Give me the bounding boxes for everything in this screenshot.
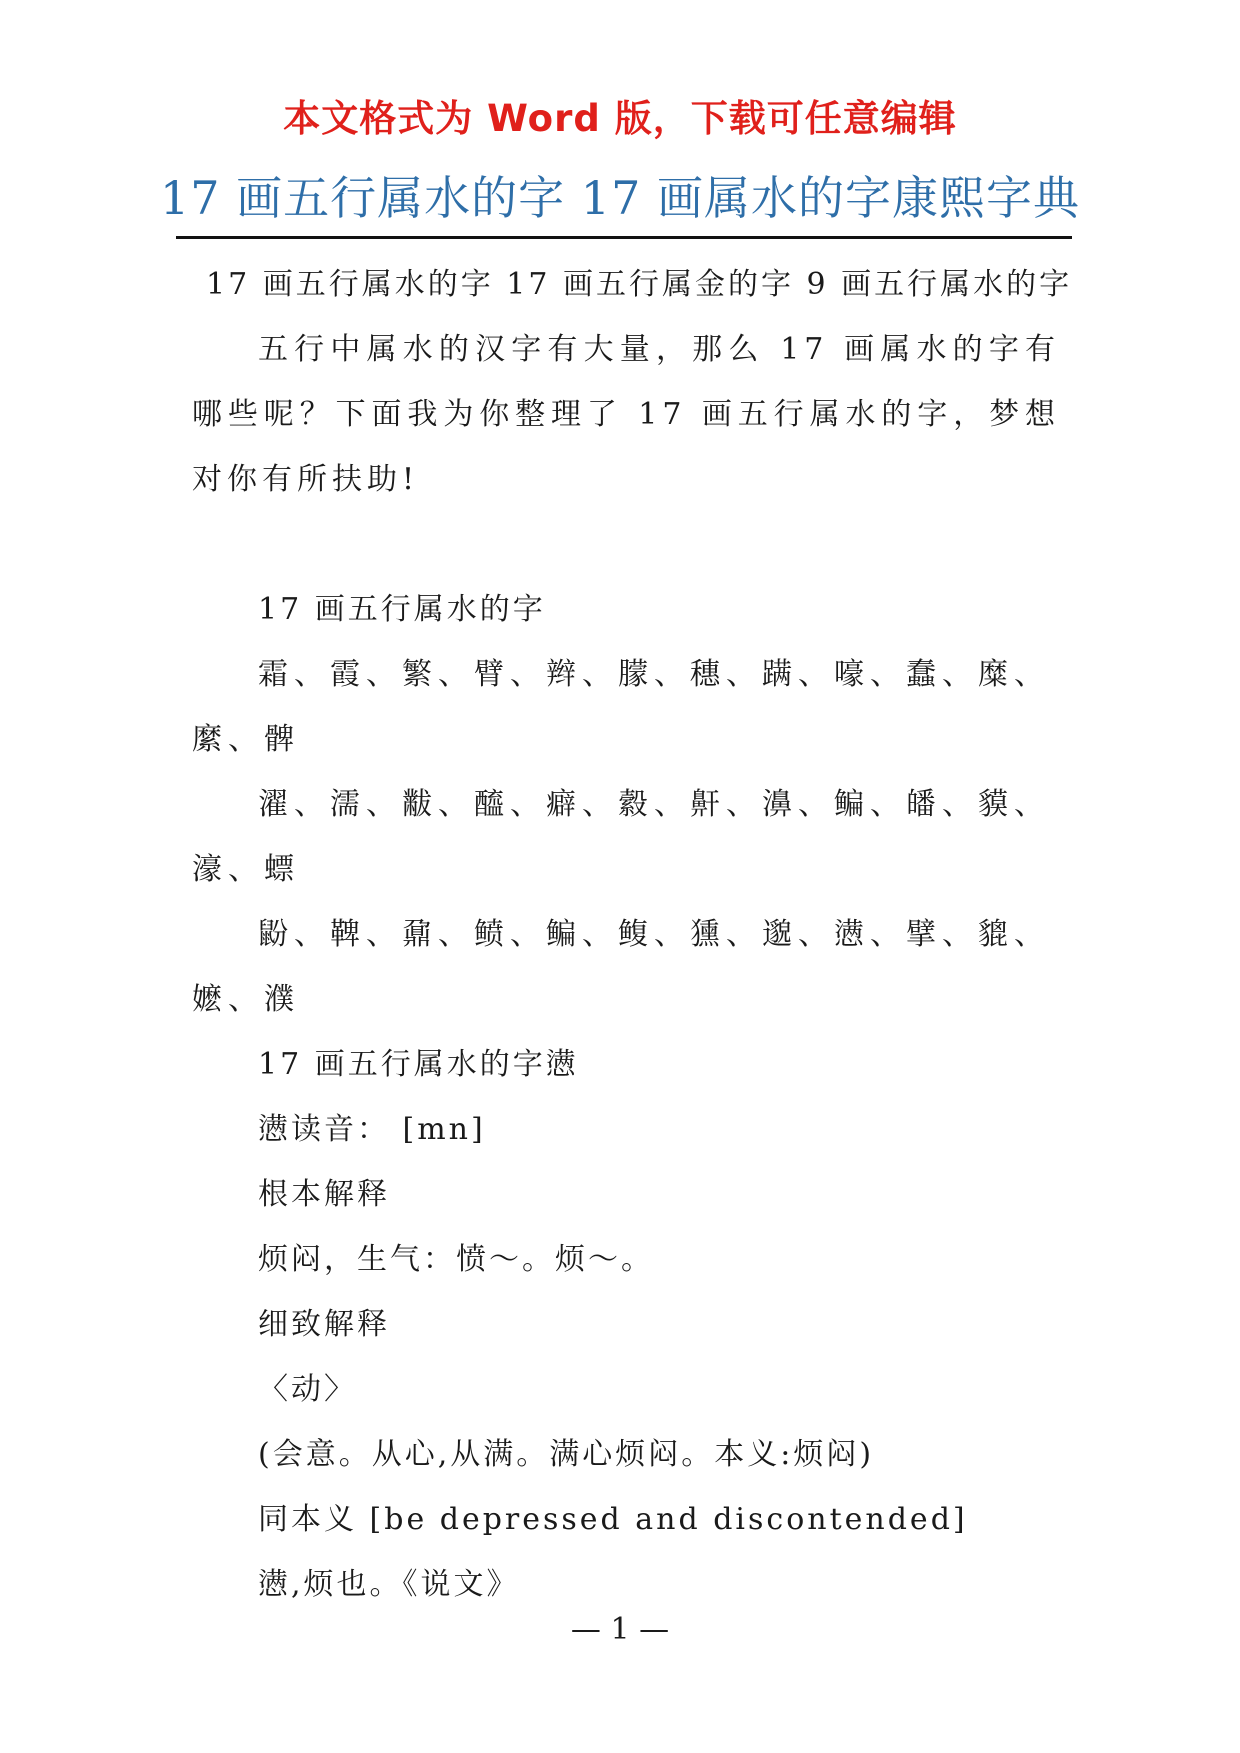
article-body: [192, 252, 1073, 1617]
detailed-explanation-label: 细致解释: [258, 1307, 390, 1342]
quote-line: 懑,烦也。《说文》: [258, 1567, 520, 1602]
char-row-1: 霜、霞、繁、臂、辫、朦、穗、蹒、嚎、蠢、糜、縻、髀: [192, 657, 1050, 757]
paragraph-gap: [192, 512, 1060, 577]
sub-heading: 17 画五行属水的字懑: [258, 1047, 579, 1082]
intro-paragraph: 五行中属水的汉字有大量，那么 17 画属水的字有哪些呢？下面我为你整理了 17 画五行属水的字，梦想对你有所扶助!: [192, 332, 1060, 497]
basic-explanation-label: 根本解释: [258, 1177, 390, 1212]
same-meaning-line: 同本义 [be depressed and discontended]: [258, 1502, 968, 1537]
basic-explanation-text: 烦闷，生气：愤～。烦～。: [258, 1242, 654, 1277]
editable-notice-banner: 本文格式为 Word 版，下载可任意编辑: [283, 97, 957, 140]
title-divider: [176, 236, 1072, 239]
etymology-line: (会意。从心,从满。满心烦闷。本义:烦闷): [258, 1437, 875, 1472]
reading-line: 懑读音： [mn]: [258, 1112, 486, 1147]
char-row-3: 鼢、鞞、鼐、鲼、鳊、鳆、獯、邈、懑、擘、貔、嬷、濮: [192, 917, 1050, 1017]
part-of-speech: 〈动〉: [258, 1372, 357, 1407]
page-number: — 1 —: [570, 1612, 670, 1647]
section-heading: 17 画五行属水的字: [258, 592, 546, 627]
char-row-2: 濯、濡、黻、醯、癖、縠、鼾、濞、鳊、皤、貘、濠、螵: [192, 787, 1050, 887]
related-topics-line: 17 画五行属水的字 17 画五行属金的字 9 画五行属水的字: [206, 267, 1073, 302]
page-title: 17 画五行属水的字 17 画属水的字康熙字典: [160, 171, 1080, 225]
